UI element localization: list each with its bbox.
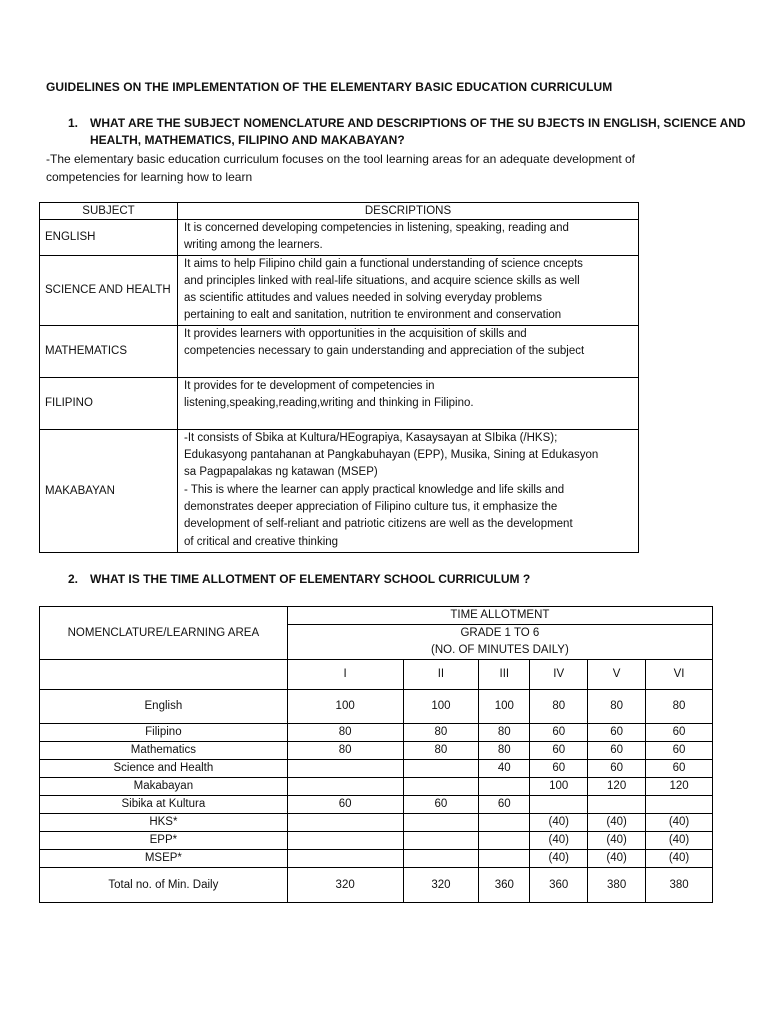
minutes-cell: 60 bbox=[287, 796, 403, 814]
grade-header: V bbox=[588, 660, 646, 690]
area-cell: Science and Health bbox=[40, 760, 288, 778]
minutes-cell: 80 bbox=[479, 742, 530, 760]
area-cell: Makabayan bbox=[40, 778, 288, 796]
table-header-row bbox=[40, 203, 639, 220]
area-cell: Filipino bbox=[40, 724, 288, 742]
description-line: pertaining to ealt and sanitation, nutrition te environment and conservation bbox=[184, 309, 562, 322]
minutes-daily-text: (NO. OF MINUTES DAILY) bbox=[430, 644, 569, 656]
descriptions-header: DESCRIPTIONS bbox=[178, 203, 639, 220]
minutes-cell bbox=[403, 778, 479, 796]
minutes-cell: 80 bbox=[479, 724, 530, 742]
minutes-cell: 80 bbox=[646, 690, 713, 724]
subject-cell: MATHEMATICS bbox=[40, 325, 178, 377]
minutes-cell: 100 bbox=[479, 690, 530, 724]
minutes-cell bbox=[403, 760, 479, 778]
question-2-text: WHAT IS THE TIME ALLOTMENT OF ELEMENTARY SCHOOL CURRICULUM ? bbox=[90, 572, 531, 586]
time-allotment-header: TIME ALLOTMENT bbox=[287, 607, 712, 625]
minutes-cell: 80 bbox=[403, 742, 479, 760]
table-row bbox=[40, 778, 713, 796]
minutes-cell bbox=[479, 832, 530, 850]
description-cell bbox=[178, 429, 639, 552]
minutes-cell: 100 bbox=[287, 690, 403, 724]
minutes-cell: 60 bbox=[588, 724, 646, 742]
minutes-cell: (40) bbox=[530, 832, 588, 850]
subject-cell: SCIENCE AND HEALTH bbox=[40, 255, 178, 325]
table-row bbox=[40, 850, 713, 868]
table-row bbox=[40, 832, 713, 850]
minutes-cell: (40) bbox=[646, 814, 713, 832]
table-row bbox=[40, 690, 713, 724]
grade-range-text: GRADE 1 TO 6 bbox=[460, 627, 540, 639]
minutes-cell: 320 bbox=[287, 868, 403, 903]
grade-header: III bbox=[479, 660, 530, 690]
table-row bbox=[40, 724, 713, 742]
minutes-cell bbox=[403, 850, 479, 868]
minutes-cell: 80 bbox=[530, 690, 588, 724]
description-line: competencies necessary to gain understanding and appreciation of the subject bbox=[184, 345, 585, 358]
minutes-cell: 380 bbox=[588, 868, 646, 903]
grade-header: VI bbox=[646, 660, 713, 690]
subject-cell: MAKABAYAN bbox=[40, 429, 178, 552]
area-cell: Sibika at Kultura bbox=[40, 796, 288, 814]
table-header-row bbox=[40, 607, 713, 625]
description-line: as scientific attitudes and values needed in solving everyday problems bbox=[184, 292, 542, 305]
minutes-cell bbox=[588, 796, 646, 814]
table-row bbox=[40, 377, 639, 429]
minutes-cell bbox=[287, 814, 403, 832]
minutes-cell: 60 bbox=[530, 742, 588, 760]
area-cell: Mathematics bbox=[40, 742, 288, 760]
table-row bbox=[40, 255, 639, 325]
minutes-cell: 320 bbox=[403, 868, 479, 903]
area-cell: Total no. of Min. Daily bbox=[40, 868, 288, 903]
description-line: sa Pagpapalakas ng katawan (MSEP) bbox=[184, 466, 378, 479]
minutes-cell: 360 bbox=[479, 868, 530, 903]
description-cell bbox=[178, 220, 639, 256]
minutes-cell: 80 bbox=[588, 690, 646, 724]
description-line: It provides learners with opportunities in the acquisition of skills and bbox=[184, 327, 527, 340]
minutes-cell: (40) bbox=[646, 832, 713, 850]
minutes-cell: 100 bbox=[530, 778, 588, 796]
minutes-cell: 60 bbox=[646, 742, 713, 760]
minutes-cell bbox=[530, 796, 588, 814]
minutes-cell bbox=[287, 778, 403, 796]
question-1-line-2: HEALTH, MATHEMATICS, FILIPINO AND MAKABAYAN? bbox=[90, 133, 405, 147]
minutes-cell: 100 bbox=[403, 690, 479, 724]
description-line: -It consists of Sbika at Kultura/HEograpiya, Kasaysayan at SIbika (/HKS); bbox=[184, 431, 558, 444]
subject-cell: FILIPINO bbox=[40, 377, 178, 429]
minutes-cell: 60 bbox=[403, 796, 479, 814]
grade-header-row bbox=[40, 660, 713, 690]
description-line: listening,speaking,reading,writing and thinking in Filipino. bbox=[184, 397, 474, 410]
minutes-cell bbox=[287, 760, 403, 778]
minutes-cell: 60 bbox=[646, 760, 713, 778]
question-2-number: 2. bbox=[68, 572, 79, 586]
learning-area-header: NOMENCLATURE/LEARNING AREA bbox=[40, 607, 288, 660]
minutes-cell: 60 bbox=[530, 760, 588, 778]
minutes-cell bbox=[403, 832, 479, 850]
minutes-cell: 120 bbox=[646, 778, 713, 796]
minutes-cell bbox=[287, 832, 403, 850]
description-cell bbox=[178, 255, 639, 325]
subject-header: SUBJECT bbox=[40, 203, 178, 220]
question-1-number: 1. bbox=[68, 116, 79, 130]
minutes-cell: 360 bbox=[530, 868, 588, 903]
minutes-cell bbox=[479, 778, 530, 796]
question-1-line-1: WHAT ARE THE SUBJECT NOMENCLATURE AND DESCRIPTIONS OF THE SU BJECTS IN ENGLISH, SCIENCE AND bbox=[90, 116, 746, 130]
grade-header: IV bbox=[530, 660, 588, 690]
description-line: It aims to help Filipino child gain a functional understanding of science cncepts bbox=[184, 257, 583, 270]
minutes-cell: 80 bbox=[403, 724, 479, 742]
description-line: of critical and creative thinking bbox=[184, 535, 339, 548]
area-cell: EPP* bbox=[40, 832, 288, 850]
minutes-cell: 40 bbox=[479, 760, 530, 778]
description-line: - This is where the learner can apply practical knowledge and life skills and bbox=[184, 483, 565, 496]
minutes-cell: 60 bbox=[479, 796, 530, 814]
table-row bbox=[40, 429, 639, 552]
grade-range-header bbox=[287, 625, 712, 660]
document-title: GUIDELINES ON THE IMPLEMENTATION OF THE ELEMENTARY BASIC EDUCATION CURRICULUM bbox=[46, 80, 613, 94]
grade-header: I bbox=[287, 660, 403, 690]
minutes-cell: (40) bbox=[646, 850, 713, 868]
minutes-cell: (40) bbox=[588, 814, 646, 832]
minutes-cell: (40) bbox=[588, 850, 646, 868]
minutes-cell bbox=[403, 814, 479, 832]
minutes-cell: 80 bbox=[287, 742, 403, 760]
description-cell bbox=[178, 325, 639, 377]
minutes-cell bbox=[287, 850, 403, 868]
minutes-cell: 60 bbox=[530, 724, 588, 742]
minutes-cell: 80 bbox=[287, 724, 403, 742]
intro-line-2: competencies for learning how to learn bbox=[46, 170, 253, 184]
description-line: demonstrates deeper appreciation of Filipino culture tus, it emphasize the bbox=[184, 500, 558, 513]
minutes-cell: 60 bbox=[588, 760, 646, 778]
table-row bbox=[40, 796, 713, 814]
area-cell: English bbox=[40, 690, 288, 724]
time-allotment-table bbox=[39, 606, 713, 903]
grade-header: II bbox=[403, 660, 479, 690]
table-row bbox=[40, 325, 639, 377]
description-line: writing among the learners. bbox=[184, 239, 323, 252]
subject-descriptions-table bbox=[39, 202, 639, 553]
total-row bbox=[40, 868, 713, 903]
minutes-cell bbox=[479, 850, 530, 868]
minutes-cell: 380 bbox=[646, 868, 713, 903]
table-row bbox=[40, 760, 713, 778]
minutes-cell: (40) bbox=[530, 850, 588, 868]
intro-paragraph bbox=[46, 150, 706, 186]
intro-line-1: -The elementary basic education curriculum focuses on the tool learning areas for an adequate development of bbox=[46, 152, 636, 166]
minutes-cell: 120 bbox=[588, 778, 646, 796]
table-row bbox=[40, 742, 713, 760]
minutes-cell bbox=[479, 814, 530, 832]
minutes-cell: (40) bbox=[588, 832, 646, 850]
blank-cell bbox=[40, 660, 288, 690]
description-line: development of self-reliant and patriotic citizens are well as the development bbox=[184, 518, 573, 531]
minutes-cell bbox=[646, 796, 713, 814]
description-cell bbox=[178, 377, 639, 429]
minutes-cell: (40) bbox=[530, 814, 588, 832]
description-line: It is concerned developing competencies in listening, speaking, reading and bbox=[184, 222, 569, 234]
description-line: Edukasyong pantahanan at Pangkabuhayan (EPP), Musika, Sining at Edukasyon bbox=[184, 449, 599, 462]
minutes-cell: 60 bbox=[588, 742, 646, 760]
minutes-cell: 60 bbox=[646, 724, 713, 742]
table-row bbox=[40, 814, 713, 832]
area-cell: MSEP* bbox=[40, 850, 288, 868]
table-row bbox=[40, 220, 639, 256]
description-line: It provides for te development of competencies in bbox=[184, 379, 435, 392]
description-line: and principles linked with real-life situations, and acquire science skills as well bbox=[184, 274, 580, 287]
subject-cell: ENGLISH bbox=[40, 220, 178, 256]
area-cell: HKS* bbox=[40, 814, 288, 832]
